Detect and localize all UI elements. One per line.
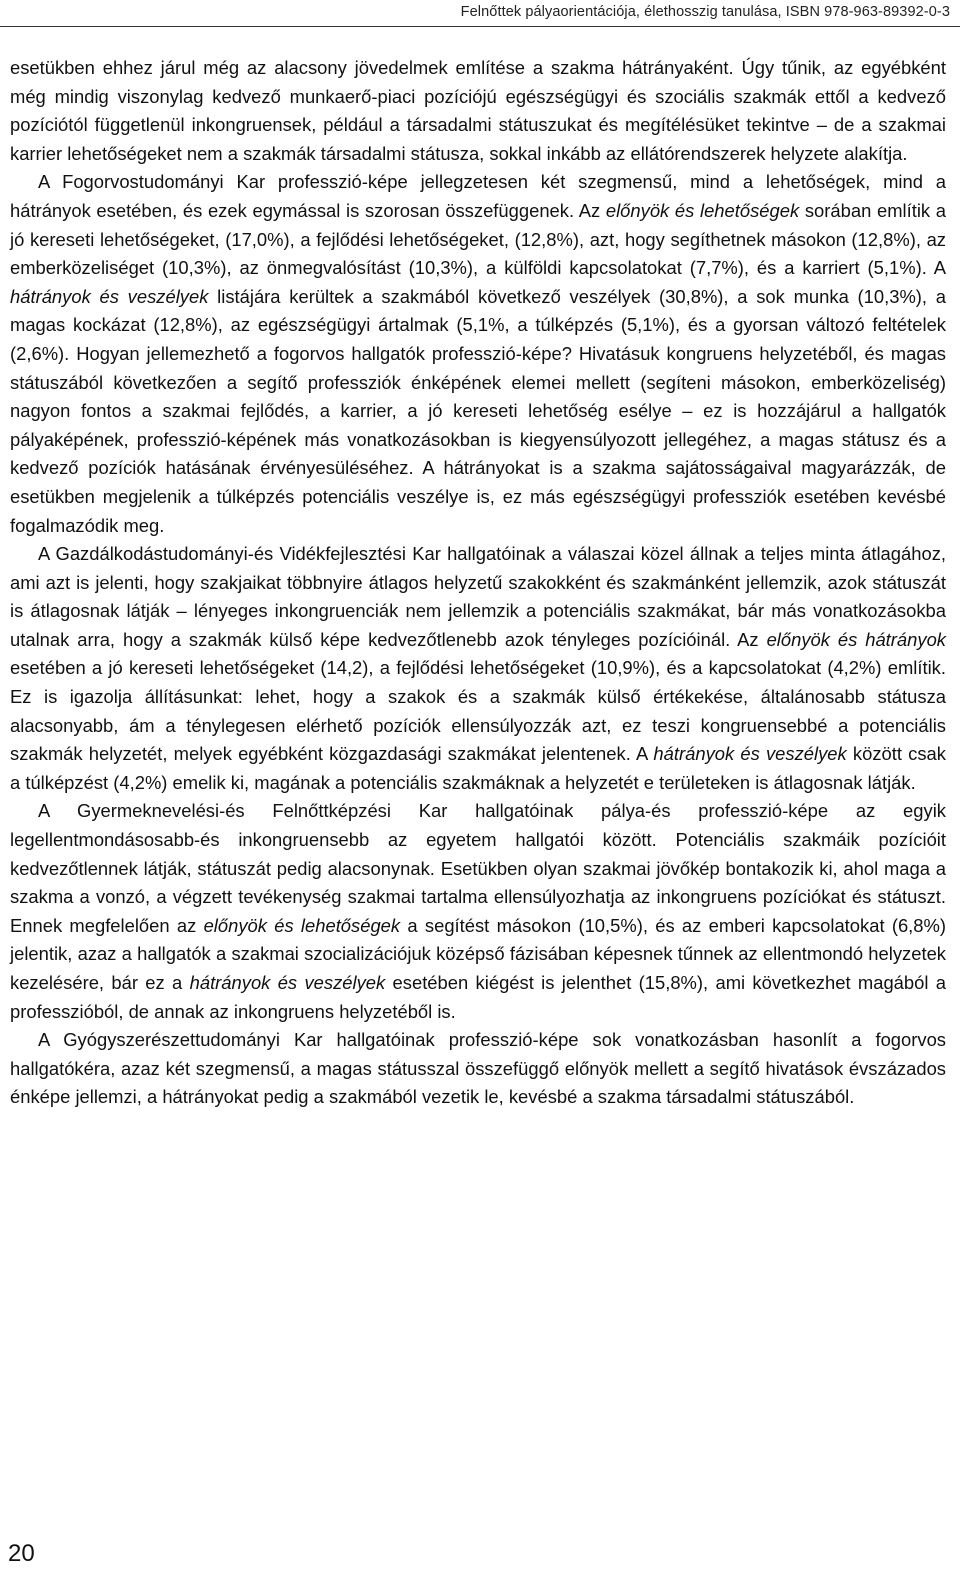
paragraph-2-text-a: A Fogorvostudományi Kar professzió-képe jellegzetesen két szegmensű, mind a lehetőségek, mind a hátrányok esetében, és ezek egymással is szorosan összefüggenek. Az: [10, 171, 946, 221]
paragraph-3-text-a: A Gazdálkodástudományi-és Vidékfejlesztési Kar hallgatóinak a válaszai közel állnak a teljes minta átlagához, ami azt is jelenti, hogy szakjaikat többnyire átlagos helyzetű szakokként és szakmánként jellemzik, azok státuszát is átlagosnak látják – lényeges inkongruenciák nem jellemzik a potenciális szakmákat, bár más vonatkozásokba utalnak arra, hogy a szakmák külső képe kedvezőtlenebb azok tényleges pozícióinál. Az: [10, 543, 946, 650]
page-number: 20: [8, 1540, 35, 1567]
paragraph-4-emphasis-a: előnyök és lehetőségek: [203, 914, 401, 936]
paragraph-2-text-b: sorában említik a jó kereseti lehetőségeket, (17,0%), a fejlődési lehetőségeket, (12,8%), azt, hogy segíthetnek másokon (12,8%), az emberközeliséget (10,3%), az önmegvalósítást (10,3%), a külföldi kapcsolatokat (7,7%), és a karriert (5,1%). A: [10, 199, 946, 279]
paragraph-2-emphasis-a: előnyök és lehetőségek: [605, 199, 800, 221]
header-title: Felnőttek pályaorientációja, élethosszig tanulása, ISBN 978-963-89392-0-3: [460, 4, 950, 20]
paragraph-2: [10, 168, 946, 540]
paragraph-2-text-c: listájára kerültek a szakmából következő veszélyek (30,8%), a sok munka (10,3%), a magas kockázat (12,8%), az egészségügyi ártalmak (5,1%, a túlképzés (5,1%), és a gyorsan változó feltételek (2,6%). Hogyan jellemezhető a fogorvos hallgatók professzió-képe? Hivatásuk kongruens helyzetéből, és magas státuszából következően a segítő professziók énképének elemei mellett (segíteni másokon, emberközeliség) nagyon fontos a szakmai fejlődés, a karrier, a jó kereseti lehetőség esélye – ez is hozzájárul a hallgatók pályaképének, professzió-képének más vonatkozásokban is kiegyensúlyozott jellegéhez, a magas státusz és a kedvező pozíciók hatásának érvényesüléséhez. A hátrányokat is a szakma sajátosságaival magyarázzák, de esetükben megjelenik a túlképzés potenciális veszélye is, ez más egészségügyi professziók esetében kevésbé fogalmazódik meg.: [10, 285, 947, 536]
header-divider: [0, 26, 960, 27]
paragraph-5-text: A Gyógyszerészettudományi Kar hallgatóinak professzió-képe sok vonatkozásban hasonlít a fogorvos hallgatókéra, azaz két szegmensű, a magas státusszal összefüggő előnyök mellett a segítő hivatások évszázados énképe jellemzi, a hátrányokat pedig a szakmából vezetik le, kevésbé a szakma társadalmi státuszából.: [10, 1029, 946, 1108]
paragraph-3-emphasis-b: hátrányok és veszélyek: [653, 743, 847, 765]
body-text: [10, 54, 946, 1112]
paragraph-4-emphasis-b: hátrányok és veszélyek: [189, 972, 386, 993]
paragraph-1-text: esetükben ehhez járul még az alacsony jövedelmek említése a szakma hátrányaként. Úgy tűnik, az egyébként még mindig viszonylag kedvező munkaerő-piaci pozíciójú egészségügyi és szociális szakmák ettől a kedvező pozíciótól függetlenül inkongruensek, például a társadalmi státuszukat és megítélésüket tekintve – de a szakmai karrier lehetőségeket nem a szakmák társadalmi státusza, sokkal inkább az ellátórendszerek helyzete alakítja.: [10, 57, 946, 164]
paragraph-3: [10, 540, 946, 797]
paragraph-4-text-a: A Gyermeknevelési-és Felnőttképzési Kar hallgatóinak pálya-és professzió-képe az egyik legellentmondásosabb-és inkongruensebb az egyetem hallgatói között. Potenciális szakmáik pozícióit kedvezőtlennek látják, státuszát pedig alacsonynak. Esetükben olyan szakmai jövőkép bontakozik ki, ahol maga a szakma a vonzó, a végzett tevékenység szakmai tartalma ellensúlyozhatja az inkongruens pozíciókat és státuszt. Ennek megfelelően az: [10, 800, 946, 936]
paragraph-1: [10, 54, 946, 168]
paragraph-3-text-b: esetében a jó kereseti lehetőségeket (14,2), a fejlődési lehetőségeket (10,9%), és a kapcsolatokat (4,2%) említik. Ez is igazolja állításunkat: lehet, hogy a szakok és a szakmák külső értékekése, általánosabb státusza alacsonyabb, ám a ténylegesen elérhető pozíciók ellensúlyozzák azt, ez teszi kongruensebbé a potenciális szakmák helyzetét, melyek egyébként közgazdasági szakmákat jelentenek. A: [10, 657, 946, 765]
running-header: [0, 0, 960, 36]
paragraph-3-emphasis-a: előnyök és hátrányok: [766, 628, 946, 650]
paragraph-5: [10, 1026, 946, 1112]
paragraph-4-text-c: esetében kiégést is jelenthet (15,8%), ami következhet magából a professzióból, de annak az inkongruens helyzetéből is.: [10, 972, 947, 1022]
paragraph-4: [10, 797, 946, 1026]
paragraph-4-text-b: a segítést másokon (10,5%), és az emberi kapcsolatokat (6,8%) jelentik, azaz a hallgatók a szakmai szocializációjuk középső fázisában képesnek tűnnek az ellentmondó helyzetek kezelésére, bár ez a: [10, 914, 946, 993]
paragraph-2-emphasis-b: hátrányok és veszélyek: [10, 285, 209, 307]
paragraph-3-text-c: között csak a túlképzést (4,2%) emelik ki, magának a potenciális szakmáknak a helyzetét e területeken is átlagosnak látják.: [10, 743, 946, 793]
